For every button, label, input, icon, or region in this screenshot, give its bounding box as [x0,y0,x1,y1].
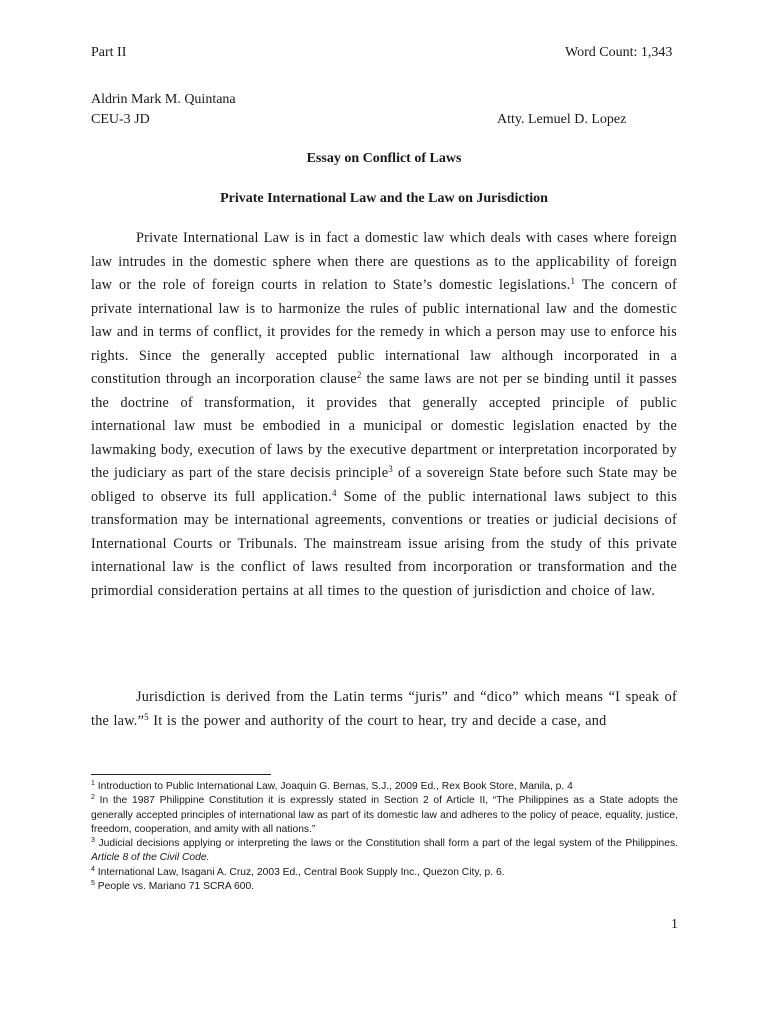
p1-sentence: Some of the public international laws subject to this transformation may be international agreements, conventions or treaties or judicial decisions of International Courts or Tribunals. The mainstream issue arising from the study of this private international law is the conflict of laws resulted from incorporation or transformation and the primordial consideration pertains at all times to the question of jurisdiction and choice of law. [91,488,677,599]
footnote-ref-2: 2 [356,370,362,380]
page-number: 1 [671,917,678,932]
footnote-citation: Article 8 of the Civil Code. [91,852,210,864]
footnote-ref-1: 1 [570,276,576,286]
body-text-2 [91,686,677,733]
word-count: Word Count: 1,343 [565,45,673,60]
essay-title: Essay on Conflict of Laws [306,151,462,166]
footnote-2 [91,794,678,837]
p1-sentence: The concern of private international law is to harmonize the rules of public international law and the domestic law and in terms of conflict, it provides for the remedy in which a person may use to enforce his rights. Since the generally accepted public international law although incorporated in a constitution through an incorporation clause [91,277,677,387]
body-text [91,227,677,603]
p1-sentence: of a sovereign State before such State may be obliged to observe its full application. [91,465,678,505]
paragraph-1 [91,227,677,603]
footnote-text: Introduction to Public International Law, Joaquin G. Bernas, S.J., 2009 Ed., Rex Book Store, Manila, p. 4 [94,781,573,792]
footnote-1 [91,780,678,794]
author-name: Aldrin Mark M. Quintana [91,92,236,107]
footnote-ref-3: 3 [388,464,394,474]
footnotes [91,780,678,894]
footnote-3 [91,837,678,866]
paragraph-2 [91,686,677,733]
p1-sentence: Private International Law is in fact a domestic law which deals with cases where foreign law intrudes in the domestic sphere when there are questions as to the applicability of foreign law or the role of foreign courts in relation to State’s domestic legislations. [91,230,677,293]
professor-name: Atty. Lemuel D. Lopez [497,112,627,127]
footnote-number: 4 [91,865,95,873]
footnote-number: 3 [91,837,95,845]
p1-sentence: the same laws are not per se binding until it passes the doctrine of transformation, it provides that generally accepted principle of public international law must be embodied in a municipal or domestic legislation enacted by the lawmaking body, execution of laws by the executive department or interpretation incorporated by the judiciary as part of the stare decisis principle [91,371,677,481]
footnote-separator [91,774,271,775]
p2-sentence: Jurisdiction is derived from the Latin terms “juris” and “dico” which means “I speak of the law.” [91,689,677,729]
footnote-5 [91,880,678,894]
essay-subtitle: Private International Law and the Law on Jurisdiction [220,191,548,206]
footnote-ref-5: 5 [144,711,149,722]
footnote-ref-4: 4 [331,487,337,498]
p2-sentence: It is the power and authority of the court to hear, try and decide a case, and [148,712,607,729]
footnote-number: 2 [91,794,95,802]
footnote-4 [91,866,678,880]
footnote-text: People vs. Mariano 71 SCRA 600. [94,881,255,893]
class-code: CEU-3 JD [91,112,150,127]
footnote-text: International Law, Isagani A. Cruz, 2003 Ed., Central Book Supply Inc., Quezon City, p. 6. [94,866,505,878]
footnote-number: 1 [91,780,95,787]
footnote-text: In the 1987 Philippine Constitution it is expressly stated in Section 2 of Article II, “The Philippines as a State adopts the generally accepted principles of international law as part of its domestic law and adheres to the policy of peace, equality, justice, freedom, cooperation, and amity with all nations.” [91,795,678,835]
footnote-text: Judicial decisions applying or interpreting the laws or the Constitution shall form a part of the legal system of the Philippines. [94,838,678,850]
footnote-number: 5 [91,880,95,888]
part-label: Part II [91,45,127,60]
